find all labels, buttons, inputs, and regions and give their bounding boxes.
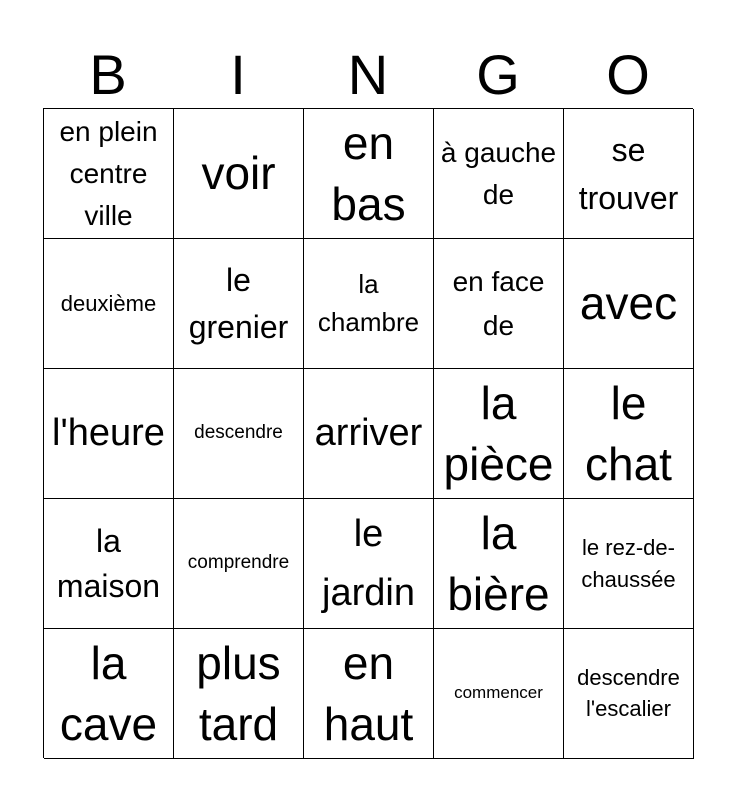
bingo-cell[interactable] (564, 109, 694, 239)
header-letter-n: N (347, 43, 389, 106)
cell-text: la cave (59, 636, 158, 750)
cell-text: la chambre (317, 268, 420, 337)
cell-text: la maison (56, 522, 161, 604)
bingo-cell[interactable] (434, 239, 564, 369)
bingo-cell[interactable] (304, 239, 434, 369)
bingo-cell[interactable] (44, 109, 174, 239)
cell-text: la pièce (443, 376, 554, 490)
bingo-cell[interactable] (304, 369, 434, 499)
cell-text: commencer (454, 683, 543, 703)
cell-text: en face de (452, 266, 545, 341)
bingo-cell[interactable] (44, 499, 174, 629)
bingo-cell[interactable] (174, 369, 304, 499)
cell-text: se trouver (578, 131, 679, 216)
cell-text: deuxième (60, 290, 157, 316)
cell-text: le rez-de-chaussée (581, 534, 676, 592)
cell-text: comprendre (187, 552, 290, 574)
bingo-cell[interactable] (304, 629, 434, 759)
bingo-cell[interactable] (174, 629, 304, 759)
bingo-cell[interactable] (44, 239, 174, 369)
cell-text: la bière (447, 506, 550, 620)
bingo-cell[interactable] (304, 499, 434, 629)
cell-text: plus tard (196, 636, 281, 750)
bingo-cell[interactable] (434, 369, 564, 499)
cell-text: l'heure (52, 411, 165, 454)
cell-text: à gauche de (440, 136, 557, 210)
bingo-cell[interactable] (564, 499, 694, 629)
cell-text: en plein centre ville (59, 115, 158, 231)
cell-text: le grenier (188, 262, 289, 345)
bingo-cell[interactable] (174, 239, 304, 369)
cell-text: descendre (194, 422, 283, 444)
bingo-cell[interactable] (304, 109, 434, 239)
bingo-cell[interactable] (174, 109, 304, 239)
header-letter-b: B (89, 43, 127, 106)
cell-text: en bas (331, 116, 406, 230)
bingo-cell[interactable] (564, 369, 694, 499)
cell-text: voir (201, 147, 276, 200)
cell-text: avec (579, 277, 678, 330)
bingo-cell[interactable] (434, 499, 564, 629)
bingo-cell[interactable] (564, 239, 694, 369)
cell-text: arriver (314, 411, 423, 454)
bingo-cell[interactable] (174, 499, 304, 629)
header-letter-i: I (230, 43, 246, 106)
bingo-cell[interactable] (434, 109, 564, 239)
cell-text: le chat (585, 376, 672, 490)
cell-text: en haut (323, 636, 414, 750)
header-letter-g: G (476, 43, 520, 106)
bingo-cell[interactable] (44, 629, 174, 759)
bingo-header (43, 42, 693, 108)
bingo-cell[interactable] (434, 629, 564, 759)
bingo-board (43, 108, 693, 758)
cell-text: descendre l'escalier (577, 664, 680, 721)
cell-text: le jardin (322, 512, 415, 614)
bingo-cell[interactable] (44, 369, 174, 499)
header-letter-o: O (606, 43, 650, 106)
bingo-cell[interactable] (564, 629, 694, 759)
